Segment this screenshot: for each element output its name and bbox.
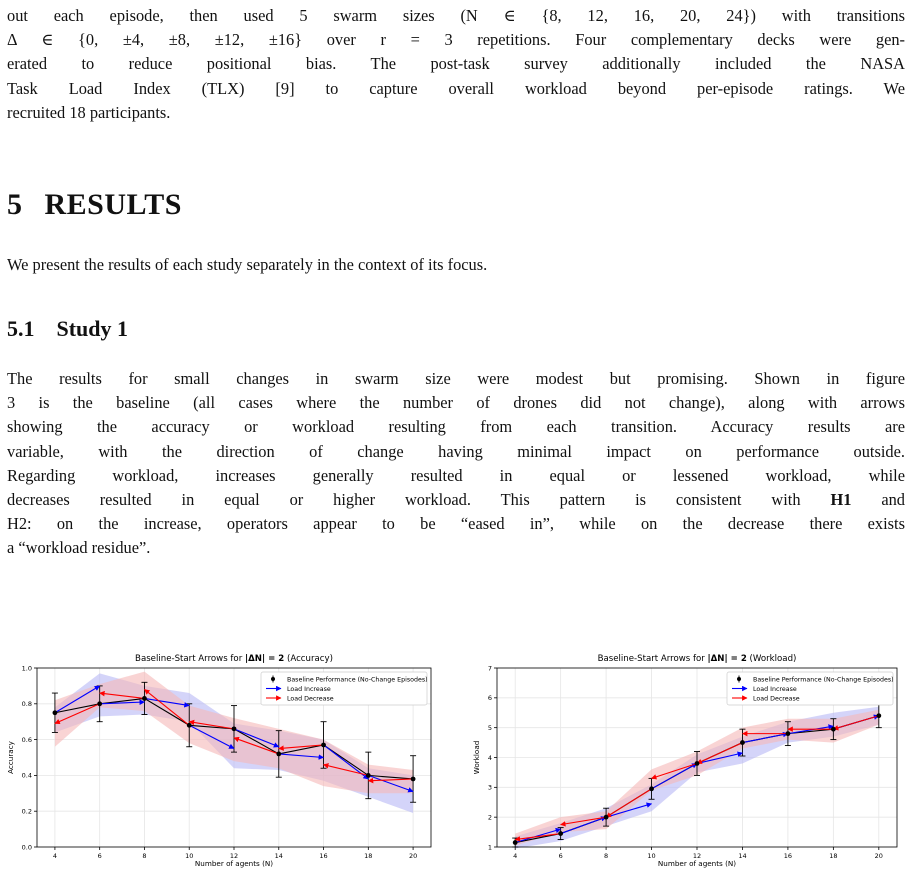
baseline-point bbox=[53, 710, 58, 715]
y-tick-label: 0.8 bbox=[21, 700, 32, 709]
y-tick-label: 1 bbox=[487, 843, 492, 852]
x-tick-label: 16 bbox=[783, 852, 793, 860]
x-tick-label: 4 bbox=[52, 852, 57, 860]
section-title: RESULTS bbox=[44, 188, 182, 221]
y-tick-label: 0.4 bbox=[21, 771, 32, 780]
baseline-point bbox=[187, 723, 192, 728]
body-line-text: decreases resulted in equal or higher workload. This pattern is consistent with bbox=[7, 490, 831, 510]
subsection-title: Study 1 bbox=[56, 316, 129, 341]
x-tick-label: 18 bbox=[364, 852, 373, 860]
y-tick-label: 1.0 bbox=[21, 664, 32, 673]
accuracy-chart bbox=[0, 648, 445, 873]
baseline-point bbox=[366, 773, 371, 778]
chart-title-suffix: (Workload) bbox=[746, 654, 797, 664]
y-tick-label: 2 bbox=[487, 813, 492, 822]
body-line-text: H2: on the increase, operators appear to be “eased in”, while on the decrease there exists bbox=[7, 514, 905, 534]
baseline-point bbox=[695, 761, 700, 766]
section-heading bbox=[7, 188, 182, 222]
legend-decrease-label: Load Decrease bbox=[753, 695, 800, 703]
y-axis-label: Workload bbox=[472, 740, 481, 775]
hypothesis-h1: H1 bbox=[830, 490, 852, 510]
body-line-tail: and bbox=[851, 490, 906, 510]
legend-decrease-label: Load Decrease bbox=[287, 695, 334, 703]
baseline-point bbox=[786, 731, 791, 736]
workload-chart-svg bbox=[466, 648, 911, 873]
intro-line: out each episode, then used 5 swarm sizes (N ∈ {8, 12, 16, 20, 24}) with transitions bbox=[7, 6, 905, 25]
legend-increase-label: Load Increase bbox=[753, 685, 797, 693]
section-intro-line: We present the results of each study separately in the context of its focus. bbox=[7, 255, 488, 274]
legend-baseline-marker bbox=[737, 677, 741, 681]
intro-paragraph bbox=[7, 4, 905, 125]
y-tick-label: 4 bbox=[487, 753, 492, 762]
baseline-point bbox=[604, 815, 609, 820]
y-tick-label: 0.6 bbox=[21, 735, 32, 744]
x-tick-label: 4 bbox=[513, 852, 518, 860]
y-tick-label: 3 bbox=[487, 783, 492, 792]
body-line: variable, with the direction of change having minimal impact on performance outside. bbox=[7, 441, 905, 461]
baseline-point bbox=[232, 726, 237, 731]
baseline-point bbox=[142, 696, 147, 701]
section-intro bbox=[7, 253, 905, 277]
chart-title-suffix: (Accuracy) bbox=[284, 654, 333, 664]
subsection-heading bbox=[7, 316, 128, 342]
chart-title bbox=[135, 654, 333, 664]
x-tick-label: 20 bbox=[408, 852, 418, 860]
body-line bbox=[7, 512, 905, 536]
intro-line: recruited 18 participants. bbox=[7, 102, 171, 122]
y-tick-label: 5 bbox=[487, 723, 492, 732]
baseline-point bbox=[558, 831, 563, 836]
legend-increase-label: Load Increase bbox=[287, 685, 331, 693]
body-line: The results for small changes in swarm size were modest but promising. Shown in figure bbox=[7, 369, 905, 388]
y-axis-label: Accuracy bbox=[6, 741, 15, 774]
intro-line: erated to reduce positional bias. The post-task survey additionally included the NASA bbox=[7, 54, 905, 74]
accuracy-chart-svg bbox=[0, 648, 445, 873]
baseline-point bbox=[513, 840, 518, 845]
x-tick-label: 12 bbox=[692, 852, 702, 860]
x-tick-label: 18 bbox=[829, 852, 838, 860]
x-tick-label: 6 bbox=[558, 852, 563, 860]
body-paragraph bbox=[7, 367, 905, 561]
baseline-point bbox=[876, 713, 881, 718]
legend-baseline-label: Baseline Performance (No-Change Episodes) bbox=[287, 676, 428, 684]
x-tick-label: 12 bbox=[229, 852, 239, 860]
x-tick-label: 10 bbox=[185, 852, 194, 860]
body-line: Regarding workload, increases generally resulted in equal or lessened workload, while bbox=[7, 465, 905, 485]
body-line: showing the accuracy or workload resulting from each transition. Accuracy results are bbox=[7, 417, 905, 437]
baseline-point bbox=[276, 752, 281, 757]
chart-title-bold: |ΔN| = 2 bbox=[707, 654, 747, 664]
baseline-point bbox=[97, 701, 102, 706]
body-line: a “workload residue”. bbox=[7, 538, 151, 558]
baseline-point bbox=[831, 727, 836, 732]
intro-line: Δ ∈ {0, ±4, ±8, ±12, ±16} over r = 3 repetitions. Four complementary decks were gen- bbox=[7, 30, 905, 50]
x-axis-label: Number of agents (N) bbox=[657, 859, 737, 868]
chart-title-prefix: Baseline-Start Arrows for bbox=[597, 654, 708, 664]
x-axis-label: Number of agents (N) bbox=[194, 859, 274, 868]
subsection-number: 5.1 bbox=[7, 316, 35, 341]
body-line: 3 is the baseline (all cases where the number of drones did not change), along with arrows bbox=[7, 393, 905, 413]
chart-title-bold: |ΔN| = 2 bbox=[244, 654, 285, 664]
y-tick-label: 0.0 bbox=[21, 843, 32, 852]
baseline-point bbox=[649, 786, 654, 791]
body-line bbox=[7, 488, 905, 512]
x-tick-label: 8 bbox=[604, 852, 609, 860]
y-tick-label: 6 bbox=[487, 694, 492, 703]
y-tick-label: 7 bbox=[487, 664, 492, 673]
x-tick-label: 10 bbox=[647, 852, 656, 860]
x-tick-label: 8 bbox=[142, 852, 147, 860]
chart-title bbox=[598, 654, 797, 664]
baseline-point bbox=[321, 743, 326, 748]
x-tick-label: 14 bbox=[274, 852, 283, 860]
workload-chart bbox=[466, 648, 911, 873]
baseline-point bbox=[411, 777, 416, 782]
x-tick-label: 6 bbox=[97, 852, 102, 860]
legend-baseline-marker bbox=[271, 677, 275, 681]
x-tick-label: 14 bbox=[738, 852, 747, 860]
x-tick-label: 20 bbox=[874, 852, 883, 860]
baseline-point bbox=[740, 740, 745, 745]
legend-baseline-label: Baseline Performance (No-Change Episodes) bbox=[753, 676, 894, 684]
intro-line: Task Load Index (TLX) [9] to capture overall workload beyond per-episode ratings. We bbox=[7, 78, 905, 98]
chart-title-prefix: Baseline-Start Arrows for bbox=[135, 654, 245, 664]
section-number: 5 bbox=[7, 188, 23, 221]
x-tick-label: 16 bbox=[319, 852, 328, 860]
y-tick-label: 0.2 bbox=[21, 807, 32, 816]
